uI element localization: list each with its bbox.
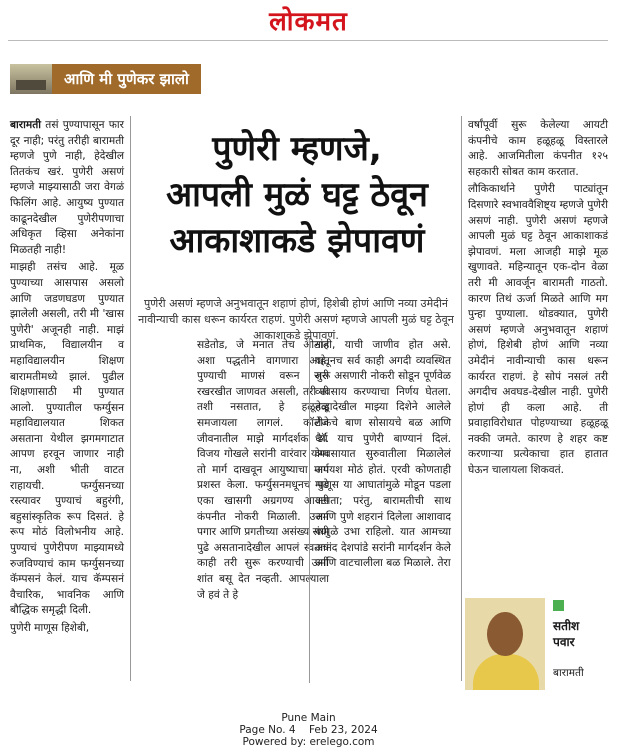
footer-date: Feb 23, 2024	[308, 724, 378, 736]
column1-paragraph-2: माझही तसंच आहे. मूळ पुण्याच्या आसपास असलो आणि जडणघडण पुण्यात झालेली असली, तरी मी 'खास पुणेरी' अजूनही नाही. माझं प्राथमिक, विद्यालयीन व महाविद्यालयीन शिक्षण बारामतीमध्ये झालं. पुढील शिक्षणासाठी मी पुण्यात आलो. पुण्यातील फर्ग्युसन महाविद्यालयात शिकत असताना येथील झगमगाटात आपण हरवून जाणार नाही ना, अशी भीती वाटत राहायची. फर्ग्युसनच्या रस्त्यावर पुण्याचं बहुरंगी, बहुसांस्कृतिक रूप दिसतं. हे रूप मोठं विलोभनीय आहे. पुण्याचं पुणेरीपण माझ्यामध्ये रुजविण्याचं काम फर्ग्युसनच्या कॅम्पसनं केलं. याच कॅम्पसनं वैचारिक, भावनिक आणि बौद्धिक समृद्धी दिली.	[10, 261, 124, 617]
masthead	[0, 2, 617, 38]
column-divider	[461, 116, 462, 681]
column-divider	[309, 338, 310, 683]
author-photo	[465, 598, 545, 690]
article-dek: पुणेरी असणं म्हणजे अनुभवातून शहाणं होणं, हिशेबी होणं आणि नव्या उमेदीनं नावीन्याची कास धरून कार्यरत राहणं. पुणेरी असणं म्हणजे आपली मुळं घट्ट ठेवून आकाशाकडे झेपावणं.	[138, 297, 454, 342]
column4-paragraph-1: वर्षांपूर्वी सुरू केलेल्या आयटी कंपनीचे काम हळूहळू विस्तारले आहे. आजमितीला कंपनीत १२५ सहकारी सोबत काम करतात.	[468, 119, 608, 178]
footer-page: Page No. 4	[239, 724, 296, 736]
headline	[138, 126, 456, 264]
author-name-first: सतीश	[553, 619, 580, 633]
column1-paragraph-3: पुणेरी माणूस हिशेबी,	[10, 622, 90, 634]
top-divider	[8, 40, 608, 41]
author-place: बारामती	[553, 667, 584, 679]
author-photo-head	[487, 612, 523, 656]
author-name-last: पवार	[553, 635, 575, 649]
footer-edition: Pune Main	[281, 712, 336, 724]
column4-paragraph-2: लौकिकार्थाने पुणेरी पाट्यांतून दिसणारे स्वभाववैशिष्ट्य म्हणजे पुणेरी असणं नाही. पुणेरी असणं म्हणजे आपली मुळं घट्ट ठेवून आकाशाकडं झेपावणं. मला आजही माझे मूळ खुणावते. महिन्यातून एक-दोन वेळा तरी मी आवर्जून बारामती गाठतो. कारण तिथं ऊर्जा मिळते आणि मग पुन्हा पुण्याला. थोडक्यात, पुणेरी असणं म्हणजे अनुभवातून शहाणं होणं, हिशेबी होणं आणि नव्या उमेदीनं नावीन्याची कास धरून कार्यरत राहणं. हे सोपं नसलं तरी अगदीच अवघड-देखील नाही. पुणेरी होणं ही कला आहे. ती प्रवाहाविरोधात पोहण्याच्या हळूहळू नक्की जमते. कारण हे शहर कष्ट करणाऱ्या प्रत्येकाचा हात हातात घेऊन चालायला शिकवतं.	[468, 183, 608, 477]
masthead-logo: लोकमत	[269, 7, 348, 37]
article-column-3	[315, 338, 451, 574]
column1-paragraph-1: तसं पुण्यापासून फार दूर नाही; परंतु तरीही बारामती म्हणजे पुणे नाही, हेदेखील तितकंच खरं. पुणेरी असणं म्हणजे माझ्यासाठी जरा वेगळं फिलिंग आहे. आयुष्य पुण्यात काढूनदेखील पुणेरीपणाचा अधिकृत व्हिसा अनेकांना मिळतही नाही!	[10, 119, 125, 256]
article-column-1	[10, 118, 124, 639]
column3-text: नाही, याची जाणीव होत असे. यातूनच सर्व काही अगदी व्यवस्थित सुरू असणारी नोकरी सोडून पूर्णवेळ व्यवसाय करण्याचा निर्णय घेतला. तेव्हादेखील माझ्या दिशेने आलेले टीकेचे बाण सोसायचे बळ आणि धैर्य याच पुणेरी बाण्यानं दिलं. व्यवसायात सुरुवातीला मिळालेलं अपयश मोठं होतं. एरवी कोणताही माणूस या आघातांमुळे मोडून पडला असता; परंतु, बारामतीची साथ आणि पुणे शहरानं दिलेला आशावाद यामुळे उभा राहिलो. यात आमच्या आनंद देशपांडे सरांनी मार्गदर्शन केले आणि वाटचालीला बळ मिळाले. तेरा	[315, 339, 451, 570]
author-name	[553, 618, 579, 650]
series-banner	[10, 64, 201, 94]
series-title: आणि मी पुणेकर झालो	[52, 64, 201, 94]
headline-line-3: आकाशाकडे झेपावणं	[169, 221, 425, 261]
page-footer	[0, 712, 617, 748]
building-thumbnail	[10, 64, 52, 94]
footer-powered: Powered by: erelego.com	[242, 736, 375, 748]
author-photo-body	[473, 654, 539, 690]
lead-word: बारामती	[10, 119, 41, 131]
author-marker-icon	[553, 600, 564, 611]
column-divider	[130, 116, 131, 681]
headline-line-1: पुणेरी म्हणजे,	[212, 129, 382, 169]
article-column-4	[468, 118, 608, 481]
headline-line-2: आपली मुळं घट्ट ठेवून	[166, 175, 428, 215]
author-block	[465, 598, 605, 693]
column2-text: सडेतोड, जे मनात तेच ओठांत अशा पद्धतीने वागणारा आहे. पुण्याची माणसं वरून जरी रखरखीत जाणवत असली, तरी ती तशी नसतात, हे हळूहळू समजायला लागलं. कॉलेज जीवनातील माझे मार्गदर्शक डॉ. विजय गोखले सरांनी वारंवार योग्य तो मार्ग दाखवून आयुष्याचा मार्ग प्रशस्त केला. फर्ग्युसनमधूनच पुढे एका खासगी अग्रगण्य आयटी कंपनीत नोकरी मिळाली. उत्तम पगार आणि प्रगतीच्या असंख्य संधी पुढे असतानादेखील आपलं स्वतःचं काही तरी सुरू करण्याची ऊर्मी शांत बसू देत नव्हती. आपल्याला जे हवं ते हे	[197, 339, 329, 601]
